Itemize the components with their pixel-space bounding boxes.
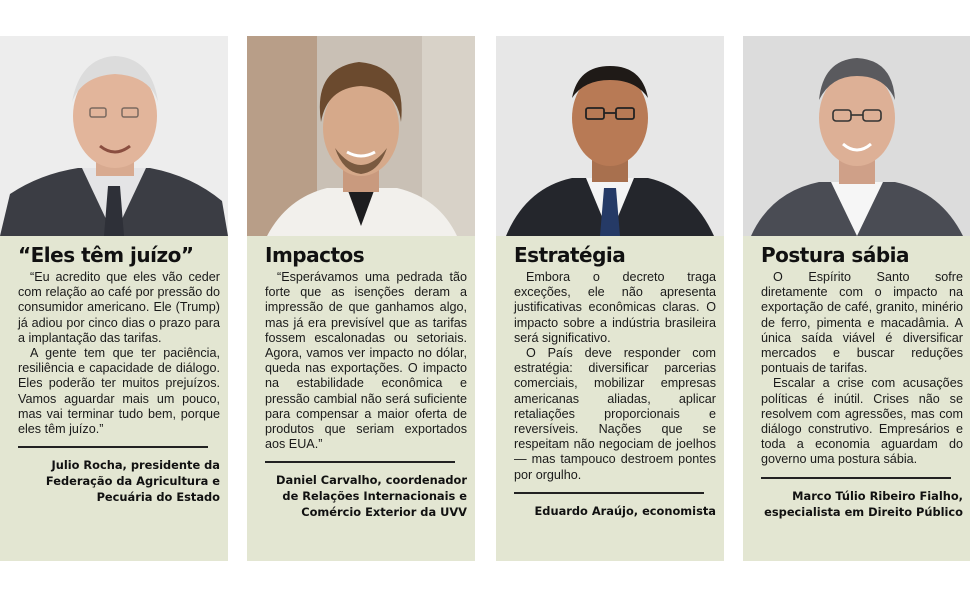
portrait-photo-eduardo-araujo: [496, 36, 724, 236]
divider-rule: [514, 492, 704, 494]
column-body: [761, 270, 963, 468]
body-paragraph: Embora o decreto traga exceções, ele não apresenta justificativas econômicas claras. O impacto sobre a indústria brasileira será significativo.: [514, 270, 716, 345]
author-byline: Eduardo Araújo, economista: [534, 503, 716, 518]
author-byline: Julio Rocha, presidente da Federação da Agricultura e Pecuária do Estado: [45, 458, 220, 505]
author-byline: Marco Túlio Ribeiro Fialho, especialista em Direito Público: [764, 488, 963, 519]
body-paragraph: O Espírito Santo sofre diretamente com o impacto na exportação de café, granito, minério de ferro, pimenta e macadâmia. A única saída viável é diversificar mercados e buscar reduções pontuais de tarifas.: [761, 270, 963, 376]
divider-rule: [761, 477, 951, 479]
column-headline: Estratégia: [514, 243, 626, 267]
column-body: [265, 270, 467, 452]
divider-rule: [265, 461, 455, 463]
body-paragraph: “Esperávamos uma pedrada tão forte que as isenções deram a impressão de que ganhamos algo, mas já era previsível que as tarifas fossem escalonadas ou setoriais. Agora, vamos ver impacto no dólar, queda nas exportações. O impacto na estabilidade econômica e pressão cambial não será suficiente para compensar a maior oferta de produtos que seriam exportados aos EUA.”: [265, 270, 467, 452]
column-headline: Impactos: [265, 243, 365, 267]
column-headline: Postura sábia: [761, 243, 909, 267]
body-paragraph: A gente tem que ter paciência, resiliência e capacidade de diálogo. Eles poderão ter muitos prejuízos. Vamos aguardar mais um pouco, mas vai terminar tudo bem, porque eles têm juízo.”: [18, 346, 220, 437]
opinion-card-julio-rocha: [0, 36, 228, 561]
column-body: [18, 270, 220, 437]
portrait-photo-marco-tulio-ribeiro-fialho: [743, 36, 970, 236]
opinion-card-daniel-carvalho: [247, 36, 475, 561]
opinion-card-eduardo-araujo: [496, 36, 724, 561]
body-paragraph: Escalar a crise com acusações políticas é inútil. Crises não se resolvem com agressões, mas com diálogo construtivo. Empresários e toda a economia aguardam do governo uma postura sábia.: [761, 376, 963, 467]
divider-rule: [18, 446, 208, 448]
portrait-photo-julio-rocha: [0, 36, 228, 236]
author-byline: Daniel Carvalho, coordenador de Relações Internacionais e Comércio Exterior da UVV: [276, 473, 467, 520]
body-paragraph: O País deve responder com estratégia: diversificar parcerias comerciais, mobilizar empresas americanas aliadas, aplicar retaliações proporcionais e reversíveis. Nações que se respeitam não negociam de joelhos — mas tampouco destroem pontes por orgulho.: [514, 346, 716, 482]
body-paragraph: “Eu acredito que eles vão ceder com relação ao café por pressão do consumidor americano. Ele (Trump) já adiou por cinco dias o prazo para a implantação das tarifas.: [18, 270, 220, 345]
column-body: [514, 270, 716, 483]
opinion-card-marco-tulio-ribeiro-fialho: [743, 36, 970, 561]
column-headline: “Eles têm juízo”: [18, 243, 194, 267]
portrait-photo-daniel-carvalho: [247, 36, 475, 236]
